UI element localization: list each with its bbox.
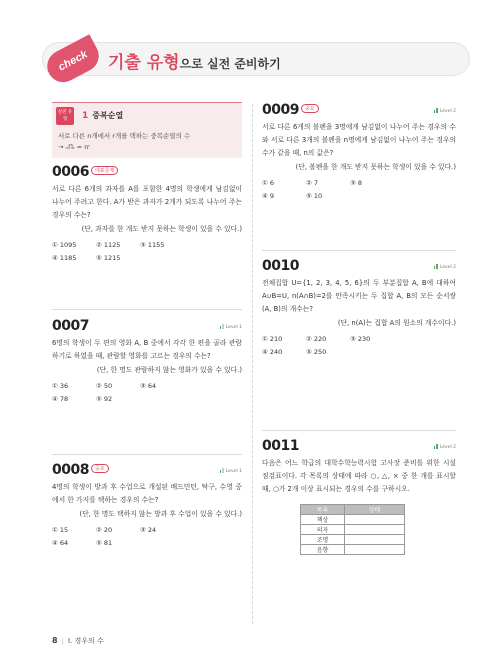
problem-number: 0010 <box>262 258 299 274</box>
problem-condition: (단, 한 명도 택하지 않는 방과 후 수업이 있을 수 있다.) <box>79 510 242 518</box>
answer-choices <box>52 526 242 547</box>
title-accent: 기출 유형 <box>108 53 180 73</box>
section-description <box>58 131 238 153</box>
important-badge: 중요 <box>301 104 319 113</box>
choice[interactable]: ② 1125 <box>96 241 121 249</box>
level-indicator <box>220 468 242 475</box>
level-bars-icon <box>434 444 439 451</box>
choice[interactable]: ② 220 <box>306 335 327 343</box>
problem-condition: (단, 과자를 한 개도 받지 못하는 학생이 있을 수 있다.) <box>81 225 242 233</box>
column-divider <box>252 104 253 624</box>
section-desc-line1: 서로 다른 n개에서 r개를 택하는 중복순열의 수 <box>58 132 191 140</box>
table-cell-empty <box>345 525 405 535</box>
level-bars-icon <box>220 468 225 475</box>
choice[interactable]: ⑤ 92 <box>96 395 113 403</box>
table-header: 목록 <box>301 505 345 515</box>
answer-choices <box>262 179 456 200</box>
problem-text: 4명의 학생이 방과 후 수업으로 개설된 배드민턴, 탁구, 수영 중에서 한 가지를 택하는 경우의 수는? <box>52 483 242 504</box>
table-cell-empty <box>345 515 405 525</box>
level-indicator <box>434 108 456 115</box>
section-tag: 실전 유형 <box>56 107 74 125</box>
choice[interactable]: ① 1095 <box>52 241 77 249</box>
answer-choices <box>52 382 242 403</box>
problem-number: 0009 <box>262 102 299 118</box>
table-header: 상태 <box>345 505 405 515</box>
section-heading <box>82 110 123 121</box>
page-title <box>108 48 281 73</box>
choice[interactable]: ① 36 <box>52 382 69 390</box>
choice[interactable]: ⑤ 1215 <box>96 254 121 262</box>
choice[interactable]: ③ 24 <box>140 526 157 534</box>
table-cell-empty <box>345 545 405 555</box>
level-indicator <box>220 324 242 331</box>
problem-separator <box>52 454 242 455</box>
problem-number: 0006 <box>52 164 89 180</box>
footer-separator: | <box>61 637 64 645</box>
choice[interactable]: ④ 1185 <box>52 254 77 262</box>
choice[interactable]: ⑤ 81 <box>96 539 113 547</box>
left-column <box>52 102 242 547</box>
table-cell: 음향 <box>301 545 345 555</box>
title-rest: 으로 실전 준비하기 <box>179 57 281 71</box>
choice[interactable]: ④ 78 <box>52 395 69 403</box>
level-label: Level 1 <box>225 325 242 330</box>
choice[interactable]: ③ 64 <box>140 382 157 390</box>
section-title: 중복순열 <box>92 111 124 120</box>
problem-condition: (단, n(A)는 집합 A의 원소의 개수이다.) <box>337 319 456 327</box>
level-label: Level 2 <box>439 265 456 270</box>
choice[interactable]: ④ 240 <box>262 348 283 356</box>
problem-text: 전체집합 U={1, 2, 3, 4, 5, 6}의 두 부분집합 A, B에 대하여 A∪B=U, n(A∩B)=2를 만족시키는 두 집합 A, B의 모든 순서쌍 (A, B)의 개수는? <box>262 279 456 313</box>
level-bars-icon <box>434 108 439 115</box>
section-desc-line2: → ₙΠᵣ = nʳ <box>58 143 91 151</box>
level-indicator <box>434 264 456 271</box>
table-cell: 의자 <box>301 525 345 535</box>
problem-number: 0007 <box>52 318 89 334</box>
section-box <box>52 102 242 158</box>
chapter-label: Ⅰ. 경우의 수 <box>67 637 104 645</box>
level-bars-icon <box>434 264 439 271</box>
choice[interactable]: ⑤ 10 <box>306 192 323 200</box>
problem-text: 다음은 어느 학급의 대학수학능력시험 고사장 준비를 위한 시설 점검표이다. 각 목록의 상태에 따라 ○, △, × 중 한 개를 표시할 때, ○가 2개 이상 표시되는 경우의 수를 구하시오. <box>262 459 456 493</box>
problem-text: 6명의 학생이 두 편의 영화 A, B 중에서 각각 한 편을 골라 관람하기로 하였을 때, 관람할 영화를 고르는 경우의 수는? <box>52 339 242 360</box>
answer-choices <box>52 241 242 262</box>
choice[interactable]: ② 50 <box>96 382 113 390</box>
problem-0011 <box>262 438 456 574</box>
problem-0009 <box>262 102 456 200</box>
choice[interactable]: ③ 230 <box>350 335 371 343</box>
choice[interactable]: ② 20 <box>96 526 113 534</box>
choice[interactable]: ④ 64 <box>52 539 69 547</box>
problem-separator <box>262 250 456 251</box>
page-number: 8 <box>52 636 58 645</box>
level-bars-icon <box>220 324 225 331</box>
table-cell: 조명 <box>301 535 345 545</box>
problem-condition: (단, 한 명도 관람하지 않는 영화가 있을 수 있다.) <box>96 366 242 374</box>
checklist-table <box>300 504 405 555</box>
problem-condition: (단, 볼펜을 한 개도 받지 못하는 학생이 있을 수 있다.) <box>295 163 456 171</box>
choice[interactable]: ② 7 <box>306 179 319 187</box>
problem-text: 서로 다른 6개의 볼펜을 3명에게 남김없이 나누어 주는 경우의 수와 서로 다른 3개의 볼펜을 n명에게 남김없이 나누어 주는 경우의 수가 같을 때, n의 값은? <box>262 123 456 157</box>
problem-number: 0011 <box>262 438 299 454</box>
problem-0008 <box>52 462 242 547</box>
table-cell: 책상 <box>301 515 345 525</box>
level-indicator <box>434 444 456 451</box>
answer-choices <box>262 335 456 356</box>
problem-separator <box>52 309 242 310</box>
table-cell-empty <box>345 535 405 545</box>
representative-badge: 대표문제 <box>91 166 118 175</box>
choice[interactable]: ① 6 <box>262 179 275 187</box>
choice[interactable]: ④ 9 <box>262 192 275 200</box>
section-number: 1 <box>82 111 89 121</box>
problem-0010 <box>262 258 456 356</box>
level-label: Level 1 <box>225 469 242 474</box>
choice[interactable]: ⑤ 250 <box>306 348 327 356</box>
important-badge: 중요 <box>91 464 109 473</box>
page-footer <box>52 636 104 646</box>
choice[interactable]: ① 15 <box>52 526 69 534</box>
problem-separator <box>262 430 456 431</box>
choice[interactable]: ③ 8 <box>350 179 363 187</box>
problem-0006 <box>52 164 242 262</box>
problem-number: 0008 <box>52 462 89 478</box>
problem-0007 <box>52 318 242 403</box>
choice[interactable]: ① 210 <box>262 335 283 343</box>
level-label: Level 2 <box>439 109 456 114</box>
problem-text: 서로 다른 6개의 과자를 A를 포함한 4명의 학생에게 남김없이 나누어 주려고 한다. A가 받은 과자가 2개가 되도록 나누어 주는 경우의 수는? <box>52 185 242 219</box>
choice[interactable]: ③ 1155 <box>140 241 165 249</box>
level-label: Level 2 <box>439 445 456 450</box>
checklist-table-wrap <box>262 504 456 574</box>
check-badge: check <box>42 34 105 88</box>
